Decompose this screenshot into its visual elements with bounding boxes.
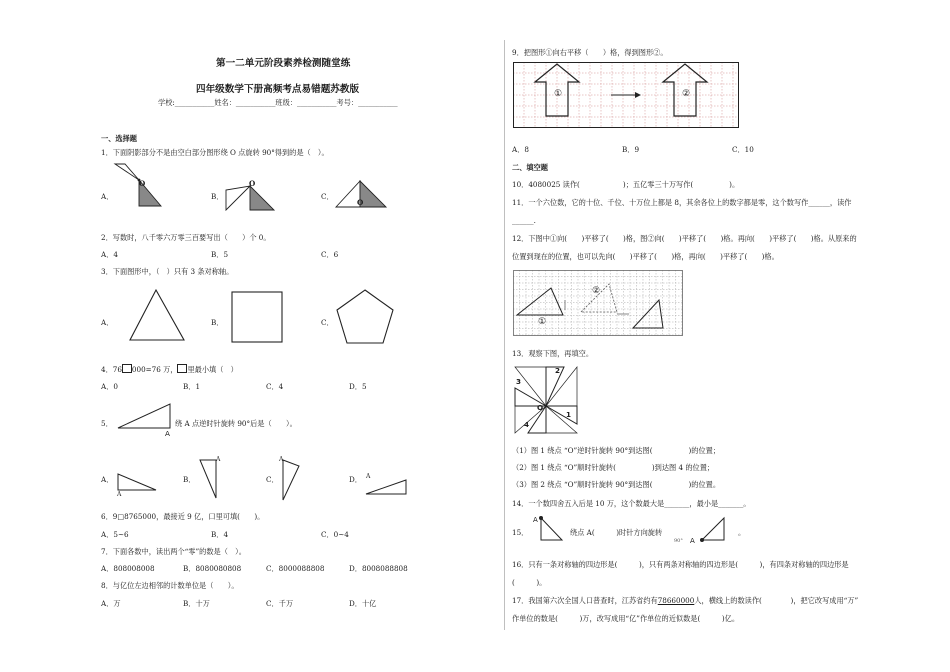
q9-grid-figure: [513, 62, 739, 128]
q5-figure-b: [198, 458, 220, 502]
question-1: 1．下面阴影部分不是由空白部分图形绕 O 点旋转 90°得到的是（ ）。: [101, 148, 329, 157]
q5-figure-d: [364, 476, 410, 498]
q4-text-c: 里最小填（ ）: [187, 365, 238, 374]
q1-option-b: B．: [211, 192, 224, 201]
q4-box-icon: [122, 364, 132, 373]
q5-figure-c: [281, 458, 303, 504]
q5-c-point: A: [279, 456, 284, 463]
q3-option-b: B．: [211, 318, 224, 327]
q17-text-2: 人，横线上的数读作( )，把它改写成用“万”: [694, 596, 859, 605]
q15-number: 15．: [512, 528, 529, 537]
q1-point-o-b: O: [249, 179, 256, 188]
q5-option-b: B．: [183, 475, 196, 484]
q13-piece-1: [546, 406, 577, 424]
question-10: 10．4080025 读作( )；五亿零三十万写作( )。: [512, 180, 740, 189]
q5-d-point: A: [366, 473, 371, 480]
question-8: 8．与亿位左边相邻的计数单位是（ ）。: [101, 581, 239, 590]
question-7: 7．下面各数中，读出两个“零”的数是（ ）。: [101, 547, 246, 556]
question-16-line-1: 16．只有一条对称轴的四边形是( )，只有两条对称轴的四边形是( )，有四条对称轴的四边形是: [512, 560, 849, 569]
question-6: 6．9□8765000，最接近 9 亿，口里可填( )。: [101, 512, 265, 521]
question-15: 绕点 A( )时针方向旋转: [570, 528, 663, 537]
q4-text-b: 000=76 万，: [131, 365, 178, 374]
q1-point-o-c: O: [357, 198, 364, 207]
title-1: 第一二单元阶段素养检测随堂练: [216, 58, 351, 69]
question-11-line-2: ______.: [512, 216, 536, 225]
q2-option-a: A．4: [101, 250, 118, 259]
q13-label-4: 4: [524, 420, 530, 429]
student-info-line: 学校:___________姓名：___________班级：___________考号：___________: [158, 98, 398, 107]
q7-option-d: D．8008088808: [349, 564, 408, 573]
q5-b-point: A: [216, 456, 221, 463]
q9-arrow-head: [635, 92, 641, 98]
q15-angle: 90°: [674, 538, 683, 544]
q9-option-b: B．9: [622, 145, 640, 154]
q6-option-b: B．4: [211, 530, 229, 539]
q5-option-c: C．: [266, 475, 279, 484]
q15-figure-start: [538, 514, 568, 544]
q5-point-a: A: [165, 429, 170, 438]
q12-shape-2: [633, 300, 663, 328]
q15-point-a: A: [533, 516, 538, 524]
q17-text-1: 17．我国第六次全国人口普查时，江苏省约有: [512, 596, 658, 605]
question-13-2: （2）图 1 绕点 “O”顺时针旋转( )到达图 4 的位置；: [512, 463, 715, 472]
q5-a-point: A: [117, 491, 122, 498]
q5-figure-a: [116, 472, 160, 492]
q15-end: 。: [738, 528, 746, 537]
q5-figure: [116, 402, 176, 432]
q3-pentagon: [334, 288, 396, 346]
q2-option-b: B．5: [211, 250, 229, 259]
question-13-3: （3）图 2 绕点 “O”顺时针旋转 90°到达图( )的位置。: [512, 480, 721, 489]
q8-option-a: A．万: [101, 599, 121, 608]
q4-option-c: C．4: [266, 382, 284, 391]
q3-option-a: A．: [101, 318, 114, 327]
question-12-line-2: 位置到现在的位置，也可以先向( )平移了( )格，再向( )平移了( )格。: [512, 252, 779, 261]
q3-triangle: [128, 288, 188, 343]
q13-label-o: O: [537, 403, 544, 412]
q17-number: 78660000: [657, 596, 695, 605]
question-13: 13．观察下图，再填空。: [512, 349, 594, 358]
q15-point-a-end: A: [690, 537, 695, 545]
question-3: 3．下面图形中，（ ）只有 3 条对称轴。: [101, 267, 234, 276]
q13-pinwheel-figure: [513, 365, 579, 435]
column-divider: [504, 40, 505, 630]
q4-text-a: 4．76: [101, 365, 122, 374]
q2-option-c: C．6: [321, 250, 339, 259]
q7-option-c: C．8000088808: [266, 564, 325, 573]
q13-label-3: 3: [516, 377, 522, 386]
q15-figure-end: [696, 514, 728, 544]
q7-option-b: B．8080080808: [183, 564, 242, 573]
q4-box-icon-2: [177, 364, 187, 373]
q8-option-d: D．十亿: [349, 599, 377, 608]
q1-option-a: A．: [101, 192, 114, 201]
q9-option-c: C．10: [732, 145, 754, 154]
q4-option-b: B．1: [183, 382, 201, 391]
q8-option-c: C．千万: [266, 599, 294, 608]
section-2-heading: 二、填空题: [512, 163, 548, 172]
question-5: 绕 A 点逆时针旋转 90°后是（ ）。: [175, 419, 297, 428]
q9-label-2: ②: [682, 89, 691, 99]
q1-point-o: O: [139, 179, 146, 188]
q5-number: 5．: [101, 419, 113, 428]
question-4: [101, 364, 238, 374]
q6-option-c: C．0~4: [321, 530, 349, 539]
question-2: 2．写数时，八千零六万零三百要写出（ ）个 0。: [101, 233, 271, 242]
q4-option-a: A．0: [101, 382, 118, 391]
question-16-line-2: ( )。: [512, 578, 547, 587]
question-14: 14．一个数四舍五入后是 10 万，这个数最大是_______，最小是_______。: [512, 499, 751, 508]
q13-label-2: 2: [555, 366, 561, 375]
q1-figure-a: [112, 162, 162, 210]
q12-shape-1: [517, 288, 563, 315]
q4-option-d: D．5: [349, 382, 367, 391]
q12-label-1: ①: [538, 317, 547, 327]
q9-label-1: ①: [554, 89, 563, 99]
question-13-1: （1）图 1 绕点 “O”逆时针旋转 90°到达图( )的位置；: [512, 446, 721, 455]
question-17-line-1: [512, 596, 858, 605]
q7-option-a: A．808008008: [101, 564, 155, 573]
q8-option-b: B．十万: [183, 599, 210, 608]
q3-square: [230, 290, 286, 344]
section-1-heading: 一、选择题: [101, 134, 137, 143]
title-2: 四年级数学下册高频考点易错题苏教版: [196, 84, 360, 95]
q13-label-1: 1: [566, 410, 572, 419]
q6-option-a: A．5~6: [101, 530, 129, 539]
q5-option-d: D．: [349, 475, 362, 484]
question-11-line-1: 11．一个六位数，它的十位、千位、十万位上都是 8，其余各位上的数字都是零，这个数写作______，读作: [512, 198, 852, 207]
q9-option-a: A．8: [512, 145, 529, 154]
question-12-line-1: 12．下图中①向( )平移了( )格，图②向( )平移了( )格。再向( )平移了( )格。从原来的: [512, 234, 857, 243]
q5-option-a: A．: [101, 475, 114, 484]
q12-label-2: ②: [592, 286, 601, 296]
question-9: 9．把图形①向右平移（ ）格，得到图形②。: [512, 48, 668, 57]
q1-option-c: C．: [321, 192, 334, 201]
question-17-line-2: 作单位的数是( )万，改写成用“亿”作单位的近似数是( )亿。: [512, 614, 740, 623]
q3-option-c: C．: [321, 318, 334, 327]
